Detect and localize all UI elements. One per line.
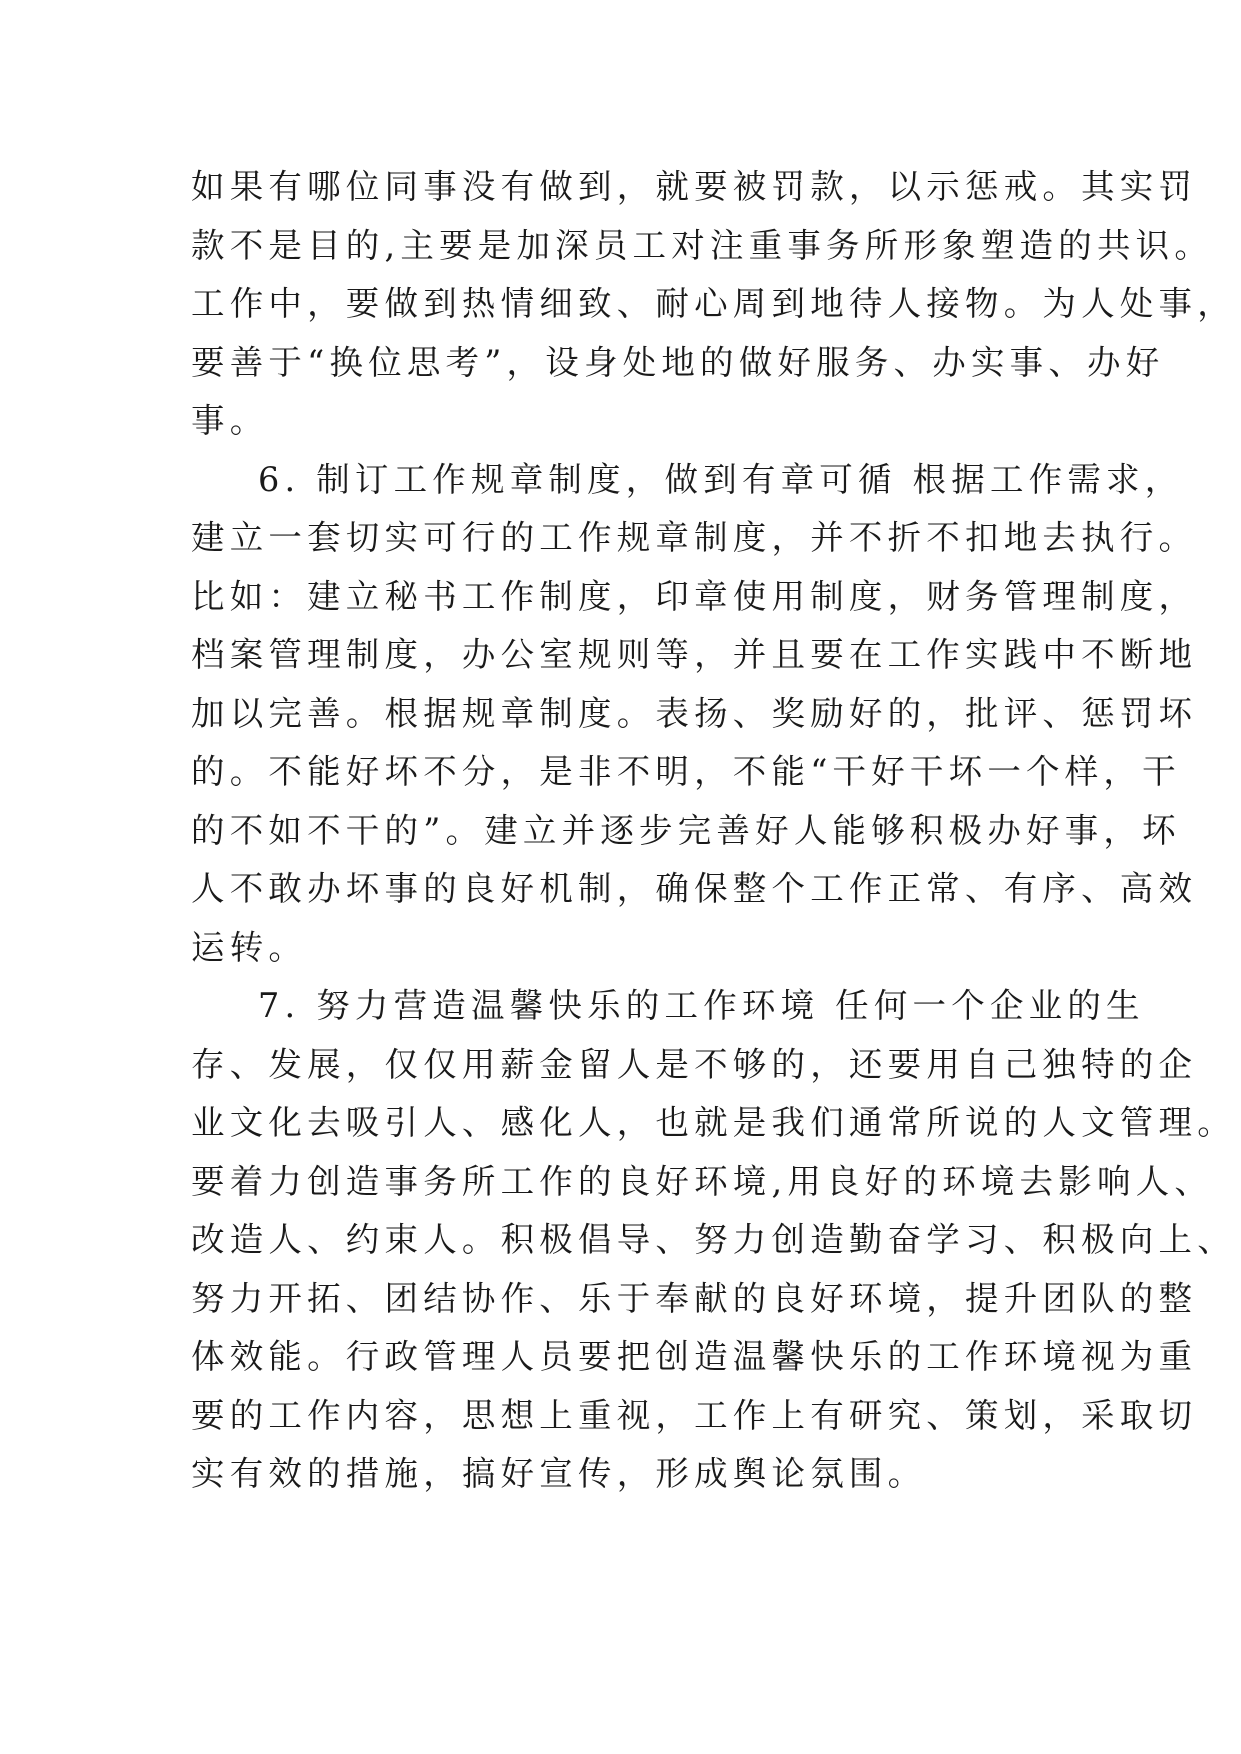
text-line: 存、发展，仅仅用薪金留人是不够的，还要用自己独特的企 (191, 1045, 1198, 1084)
text-line: 工作中，要做到热情细致、耐心周到地待人接物。为人处事， (191, 284, 1236, 323)
text-line: 要的工作内容，思想上重视，工作上有研究、策划，采取切 (191, 1396, 1198, 1435)
text-line: 比如：建立秘书工作制度，印章使用制度，财务管理制度， (191, 577, 1198, 616)
text-line: 事。 (191, 401, 269, 440)
section-heading-7: 7. 努力营造温馨快乐的工作环境 任何一个企业的生 (258, 986, 1145, 1025)
text-line: 建立一套切实可行的工作规章制度，并不折不扣地去执行。 (191, 518, 1198, 557)
text-line: 要着力创造事务所工作的良好环境,用良好的环境去影响人、 (191, 1162, 1214, 1201)
text-line: 如果有哪位同事没有做到，就要被罚款，以示惩戒。其实罚 (191, 167, 1198, 206)
text-line: 努力开拓、团结协作、乐于奉献的良好环境，提升团队的整 (191, 1279, 1198, 1318)
text-line: 的不如不干的”。建立并逐步完善好人能够积极办好事，坏 (191, 811, 1181, 850)
text-line: 档案管理制度，办公室规则等，并且要在工作实践中不断地 (191, 635, 1198, 674)
text-line: 人不敢办坏事的良好机制，确保整个工作正常、有序、高效 (191, 869, 1198, 908)
text-line: 运转。 (191, 928, 308, 967)
text-line: 款不是目的,主要是加深员工对注重事务所形象塑造的共识。 (191, 226, 1214, 265)
section-heading-6: 6. 制订工作规章制度，做到有章可循 根据工作需求， (258, 460, 1184, 499)
text-line: 的。不能好坏不分，是非不明，不能“干好干坏一个样，干 (191, 752, 1181, 791)
text-line: 要善于“换位思考”，设身处地的做好服务、办实事、办好 (191, 343, 1165, 382)
text-line: 改造人、约束人。积极倡导、努力创造勤奋学习、积极向上、 (191, 1220, 1236, 1259)
text-line: 体效能。行政管理人员要把创造温馨快乐的工作环境视为重 (191, 1337, 1198, 1376)
text-line: 加以完善。根据规章制度。表扬、奖励好的，批评、惩罚坏 (191, 694, 1198, 733)
text-line: 业文化去吸引人、感化人，也就是我们通常所说的人文管理。 (191, 1103, 1236, 1142)
text-line: 实有效的措施，搞好宣传，形成舆论氛围。 (191, 1454, 927, 1493)
